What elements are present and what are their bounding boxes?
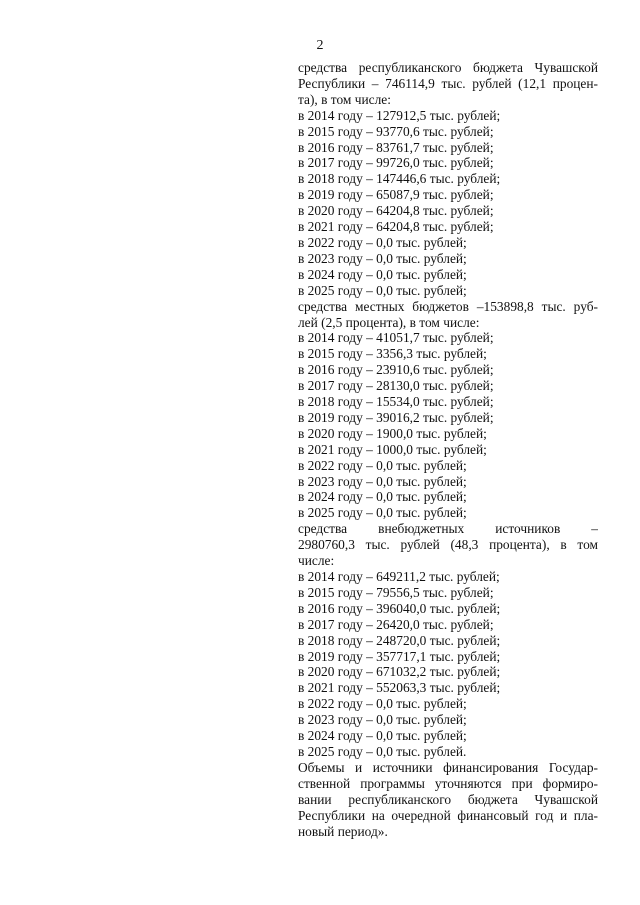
text-line: в 2017 году – 99726,0 тыс. рублей; xyxy=(298,155,494,171)
text-line: средства местных бюджетов –153898,8 тыс. руб- xyxy=(298,298,598,314)
text-line: новый период». xyxy=(298,823,388,839)
text-line: вании республиканского бюджета Чувашской xyxy=(298,791,598,807)
text-line: Республики на очередной финансовый год и пла- xyxy=(298,807,598,823)
text-line: в 2020 году – 671032,2 тыс. рублей; xyxy=(298,664,501,680)
document-body xyxy=(298,60,598,839)
text-line: в 2019 году – 65087,9 тыс. рублей; xyxy=(298,187,494,203)
text-line: в 2014 году – 41051,7 тыс. рублей; xyxy=(298,330,494,346)
text-line: в 2015 году – 93770,6 тыс. рублей; xyxy=(298,123,494,139)
text-line: в 2019 году – 357717,1 тыс. рублей; xyxy=(298,648,501,664)
text-line: лей (2,5 процента), в том числе: xyxy=(298,314,480,330)
text-line: в 2014 году – 649211,2 тыс. рублей; xyxy=(298,569,500,584)
text-line: в 2024 году – 0,0 тыс. рублей; xyxy=(298,489,467,505)
text-line: в 2025 году – 0,0 тыс. рублей; xyxy=(298,505,467,521)
text-line: 2980760,3 тыс. рублей (48,3 процента), в том xyxy=(298,537,598,553)
text-line: в 2016 году – 83761,7 тыс. рублей; xyxy=(298,139,494,155)
text-line: в 2017 году – 26420,0 тыс. рублей; xyxy=(298,616,494,632)
text-line: та), в том числе: xyxy=(298,91,391,107)
text-line: в 2017 году – 28130,0 тыс. рублей; xyxy=(298,378,494,394)
text-line: в 2023 году – 0,0 тыс. рублей; xyxy=(298,250,467,266)
text-line: в 2018 году – 147446,6 тыс. рублей; xyxy=(298,171,501,187)
text-line: средства внебюджетных источников – xyxy=(298,521,598,537)
text-line: ственной программы уточняются при формиро- xyxy=(298,775,598,791)
text-line: в 2022 году – 0,0 тыс. рублей; xyxy=(298,234,467,250)
text-line: в 2020 году – 1900,0 тыс. рублей; xyxy=(298,425,487,441)
text-line: в 2019 году – 39016,2 тыс. рублей; xyxy=(298,409,494,425)
text-line: в 2023 году – 0,0 тыс. рублей; xyxy=(298,712,467,728)
text-line: в 2014 году – 127912,5 тыс. рублей; xyxy=(298,107,501,123)
text-line: в 2024 году – 0,0 тыс. рублей; xyxy=(298,728,467,744)
text-line: в 2022 году – 0,0 тыс. рублей; xyxy=(298,696,467,712)
text-line: в 2015 году – 79556,5 тыс. рублей; xyxy=(298,584,494,600)
text-line: в 2018 году – 15534,0 тыс. рублей; xyxy=(298,394,494,410)
text-line: в 2023 году – 0,0 тыс. рублей; xyxy=(298,473,467,489)
text-line: в 2016 году – 23910,6 тыс. рублей; xyxy=(298,362,494,378)
text-line: в 2025 году – 0,0 тыс. рублей. xyxy=(298,743,467,759)
text-line: в 2024 году – 0,0 тыс. рублей; xyxy=(298,266,467,282)
text-line: в 2015 году – 3356,3 тыс. рублей; xyxy=(298,346,487,362)
text-line: Республики – 746114,9 тыс. рублей (12,1 процен- xyxy=(298,75,598,91)
text-line: в 2021 году – 64204,8 тыс. рублей; xyxy=(298,219,494,235)
text-line: средства республиканского бюджета Чувашской xyxy=(298,60,598,75)
text-line: в 2022 году – 0,0 тыс. рублей; xyxy=(298,457,467,473)
text-line: в 2021 году – 552063,3 тыс. рублей; xyxy=(298,680,501,696)
text-line: в 2021 году – 1000,0 тыс. рублей; xyxy=(298,441,487,457)
text-line: числе: xyxy=(298,553,335,569)
text-line: в 2025 году – 0,0 тыс. рублей; xyxy=(298,282,467,298)
text-line: в 2016 году – 396040,0 тыс. рублей; xyxy=(298,600,501,616)
page-number: 2 xyxy=(316,38,324,53)
text-line: в 2020 году – 64204,8 тыс. рублей; xyxy=(298,203,494,219)
text-line: в 2018 году – 248720,0 тыс. рублей; xyxy=(298,632,501,648)
text-line: Объемы и источники финансирования Государ- xyxy=(298,759,598,775)
